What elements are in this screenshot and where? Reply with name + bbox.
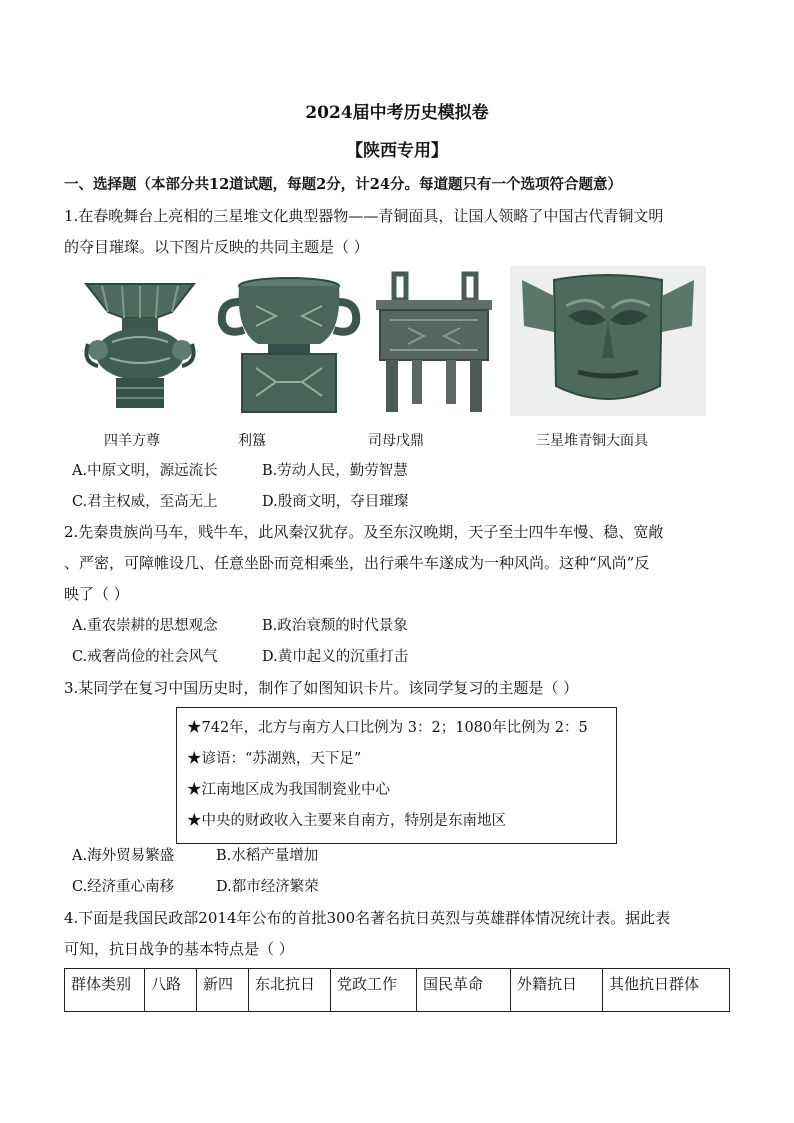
q2-stem-line2: 、严密，可障帷设几、任意坐卧而竞相乘坐，出行乘牛车遂成为一种风尚。这种“风尚”反 xyxy=(64,554,650,572)
sanxingdui-mask-image xyxy=(510,266,706,416)
li-gui-image xyxy=(216,272,362,416)
q1-option-a: A.中原文明，源远流长 xyxy=(72,463,218,479)
heroes-statistics-table xyxy=(64,968,730,1012)
table-header-cell: 国民革命 xyxy=(417,969,511,1012)
q1-option-c: C.君主权威，至高无上 xyxy=(72,494,218,510)
knowledge-card xyxy=(176,707,617,844)
simuwu-ding-image xyxy=(368,270,500,416)
caption-four-rams-zun: 四羊方尊 xyxy=(104,433,160,449)
q2-option-c: C.戒奢尚俭的社会风气 xyxy=(72,649,218,665)
knowledge-card-item: ★742年，北方与南方人口比例为 3：2；1080年比例为 2：5 xyxy=(187,720,588,736)
caption-simuwu-ding: 司母戊鼎 xyxy=(368,433,424,449)
table-header-cell: 东北抗日 xyxy=(249,969,331,1012)
knowledge-card-item: ★中央的财政收入主要来自南方，特别是东南地区 xyxy=(187,813,506,829)
q2-option-b: B.政治衰颓的时代景象 xyxy=(262,618,408,634)
q3-option-c: C.经济重心南移 xyxy=(72,879,175,895)
caption-li-gui: 利簋 xyxy=(238,433,266,449)
knowledge-card-item: ★江南地区成为我国制瓷业中心 xyxy=(187,782,390,798)
q1-option-b: B.劳动人民，勤劳智慧 xyxy=(262,463,408,479)
q2-option-d: D.黄巾起义的沉重打击 xyxy=(262,649,409,665)
section-heading: 一、选择题（本部分共12道试题，每题2分，计24分。每道题只有一个选项符合题意） xyxy=(64,176,622,193)
q3-stem-line1: 3.某同学在复习中国历史时，制作了如图知识卡片。该同学复习的主题是（ ） xyxy=(64,679,579,697)
table-header-cell: 党政工作 xyxy=(331,969,417,1012)
table-header-cell: 新四 xyxy=(197,969,249,1012)
q4-stem-line2: 可知，抗日战争的基本特点是（ ） xyxy=(64,940,294,958)
q3-option-b: B.水稻产量增加 xyxy=(216,848,319,864)
q1-option-d: D.殷商文明，夺目璀璨 xyxy=(262,494,409,510)
q2-stem-line1: 2.先秦贵族尚马车，贱牛车，此风秦汉犹存。及至东汉晚期，天子至士四牛车慢、稳、宽敞 xyxy=(64,523,664,541)
caption-sanxingdui-mask: 三星堆青铜大面具 xyxy=(536,433,648,449)
q1-stem-line2: 的夺目璀璨。以下图片反映的共同主题是（ ） xyxy=(64,238,369,256)
q1-stem-line1: 1.在春晚舞台上亮相的三星堆文化典型器物——青铜面具，让国人领略了中国古代青铜文明 xyxy=(64,207,664,225)
q3-option-d: D.都市经济繁荣 xyxy=(216,879,319,895)
q2-option-a: A.重农崇耕的思想观念 xyxy=(72,618,218,634)
q2-stem-line3: 映了（ ） xyxy=(64,585,129,603)
table-header-cell: 八路 xyxy=(145,969,197,1012)
table-header-cell: 外籍抗日 xyxy=(511,969,603,1012)
q3-option-a: A.海外贸易繁盛 xyxy=(72,848,175,864)
exam-subtitle: 【陕西专用】 xyxy=(346,141,448,161)
exam-title: 2024届中考历史模拟卷 xyxy=(305,103,489,123)
four-rams-zun-image xyxy=(72,272,208,416)
q4-stem-line1: 4.下面是我国民政部2014年公布的首批300名著名抗日英烈与英雄群体情况统计表。据此表 xyxy=(64,909,671,927)
table-header-row xyxy=(65,969,730,1012)
knowledge-card-item: ★谚语：“苏湖熟，天下足” xyxy=(187,751,362,767)
table-header-cell: 群体类别 xyxy=(65,969,145,1012)
table-header-cell: 其他抗日群体 xyxy=(603,969,730,1012)
